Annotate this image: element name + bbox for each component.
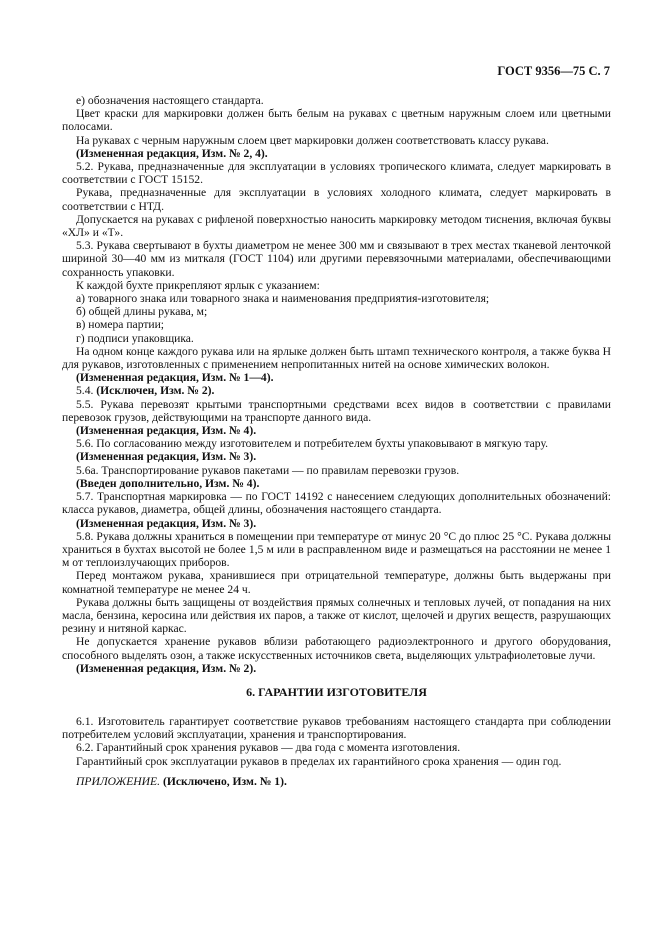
appendix-status: (Исключено, Изм. № 1). <box>162 774 287 788</box>
paragraph: 5.5. Рукава перевозят крытыми транспортными средствами всех видов в соответствии с правилами перевозок грузов, действующими на транспорте данного вида. <box>62 397 611 424</box>
paragraph: Цвет краски для маркировки должен быть белым на рукавах с цветным наружным слоем или цветными полосами. <box>62 107 611 134</box>
paragraph: (Измененная редакция, Изм. № 2). <box>76 661 257 675</box>
paragraph: в) номера партии; <box>76 318 165 332</box>
paragraph: К каждой бухте прикрепляют ярлык с указанием: <box>76 278 320 292</box>
paragraph: 5.6. По согласованию между изготовителем и потребителем бухты упаковывают в мягкую тару. <box>76 437 548 451</box>
section-6-text <box>62 715 611 768</box>
paragraph: 5.7. Транспортная маркировка — по ГОСТ 14192 с нанесением следующих дополнительных обозначений: класса рукавов, диаметра, общей длины, обозначения настоящего стандарта. <box>62 490 611 517</box>
paragraph: 5.4. (Исключен, Изм. № 2). <box>76 384 215 398</box>
paragraph: (Измененная редакция, Изм. № 1—4). <box>76 371 274 385</box>
paragraph: (Измененная редакция, Изм. № 2, 4). <box>76 146 268 160</box>
appendix-label: ПРИЛОЖЕНИЕ. <box>76 774 161 788</box>
paragraph: (Введен дополнительно, Изм. № 4). <box>76 476 260 490</box>
paragraph: (Измененная редакция, Изм. № 3). <box>76 450 257 464</box>
appendix-note <box>62 775 611 788</box>
paragraph: 5.8. Рукава должны храниться в помещении при температуре от минус 20 °С до плюс 25 °С. Рукава должны храниться в бухтах высотой не более 1,5 м или в расправленном виде и размещаться на расстоянии не менее 1 м от теплоизлучающих приборов. <box>62 529 611 570</box>
paragraph: 5.3. Рукава свертывают в бухты диаметром не менее 300 мм и связывают в трех местах тканевой ленточкой шириной 30—40 мм из миткаля (ГОСТ 1104) или другими перевязочными материалами, обеспечивающими сохранность упаковки. <box>62 239 611 279</box>
paragraph: Не допускается хранение рукавов вблизи работающего радиоэлектронного и другого оборудования, способного выделять озон, а также искусственных источников света, выделяющих ультрафиолетовые лучи. <box>62 635 611 662</box>
page-header: ГОСТ 9356—75 С. 7 <box>497 64 610 78</box>
section-heading: 6. ГАРАНТИИ ИЗГОТОВИТЕЛЯ <box>246 684 427 699</box>
paragraph: (Измененная редакция, Изм. № 4). <box>76 424 257 438</box>
paragraph: г) подписи упаковщика. <box>76 331 194 345</box>
paragraph: 6.2. Гарантийный срок хранения рукавов — два года с момента изготовления. <box>76 741 461 755</box>
document-body <box>62 94 611 788</box>
paragraph: 6.1. Изготовитель гарантирует соответствие рукавов требованиям настоящего стандарта при соблюдении потребителем условий эксплуатации, хранения и транспортирования. <box>62 714 611 742</box>
paragraph: Рукава должны быть защищены от воздействия прямых солнечных и тепловых лучей, от попадания на них масла, бензина, керосина или действия их паров, а также от кислот, щелочей и других веществ, разрушающих резину и нитяной каркас. <box>62 595 611 636</box>
bold-note: (Исключен, Изм. № 2). <box>96 384 215 398</box>
paragraph: Рукава, предназначенные для эксплуатации в условиях холодного климата, следует маркировать в соответствии с НТД. <box>62 186 611 213</box>
paragraph: На рукавах с черным наружным слоем цвет маркировки должен соответствовать классу рукава. <box>76 133 549 147</box>
paragraph: Перед монтажом рукава, хранившиеся при отрицательной температуре, должны быть выдержаны при комнатной температуре не менее 24 ч. <box>62 569 611 596</box>
paragraph: На одном конце каждого рукава или на ярлыке должен быть штамп технического контроля, а также буква Н для рукавов, изготовленных с применением непропитанных нитей на основе химических волокон. <box>62 344 611 372</box>
paragraph: (Измененная редакция, Изм. № 3). <box>76 516 257 530</box>
paragraph: Допускается на рукавах с рифленой поверхностью наносить маркировку методом тиснения, включая буквы «ХЛ» и «Т». <box>62 212 611 240</box>
paragraph: Гарантийный срок эксплуатации рукавов в пределах их гарантийного срока хранения — один год. <box>76 754 562 768</box>
paragraph: 5.2. Рукава, предназначенные для эксплуатации в условиях тропического климата, следует маркировать в соответствии с ГОСТ 15152. <box>62 160 611 187</box>
section-5-text <box>62 94 611 675</box>
paragraph: а) товарного знака или товарного знака и наименования предприятия-изготовителя; <box>76 292 490 306</box>
paragraph: е) обозначения настоящего стандарта. <box>76 94 264 107</box>
paragraph: б) общей длины рукава, м; <box>76 305 208 319</box>
paragraph: 5.6а. Транспортирование рукавов пакетами — по правилам перевозки грузов. <box>76 463 460 477</box>
